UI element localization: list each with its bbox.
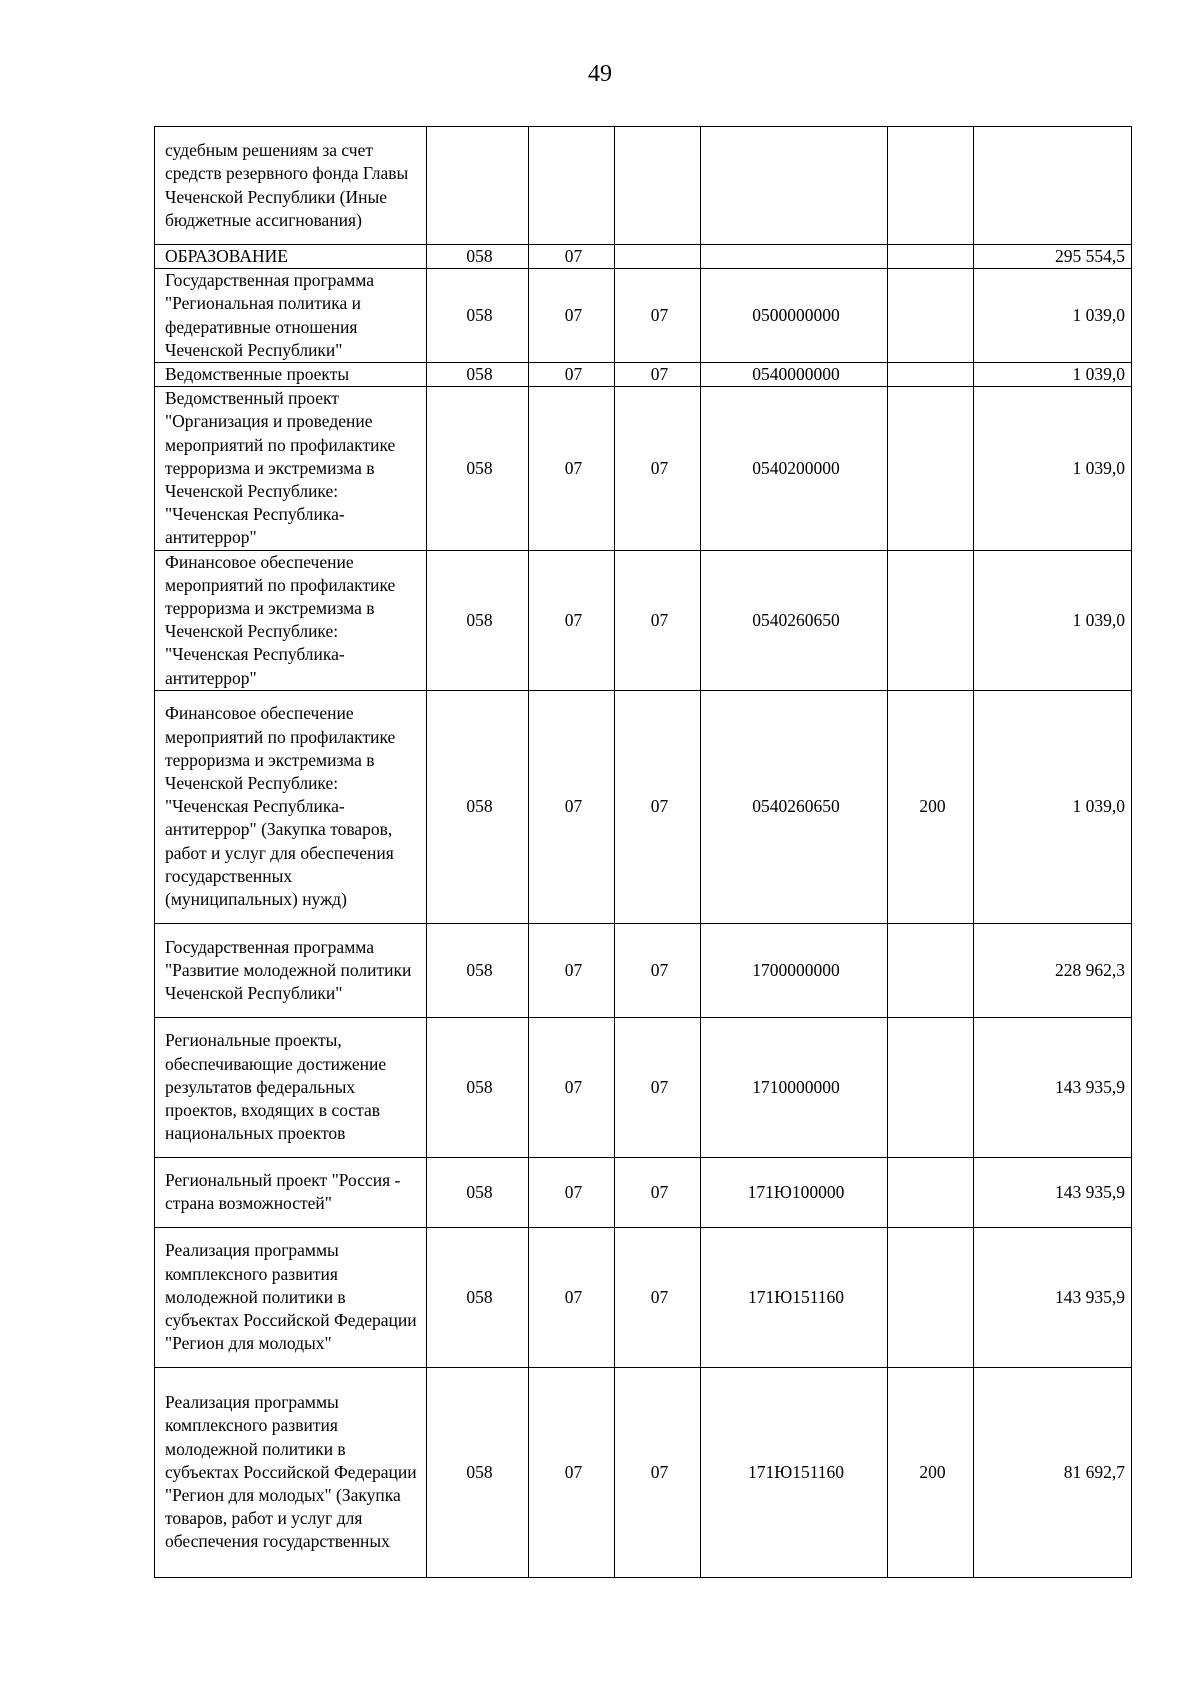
ministry-code-cell: 058 xyxy=(427,363,529,387)
table-row xyxy=(155,245,1132,269)
table-row xyxy=(155,1017,1132,1157)
subsection-code-cell: 07 xyxy=(615,1227,701,1367)
section-code-cell: 07 xyxy=(529,1367,615,1577)
target-article-cell xyxy=(701,127,888,245)
description-cell: Финансовое обеспечение мероприятий по профилактике терроризма и экстремизма в Чеченской Республике: "Чеченская Республика-антитеррор" xyxy=(155,550,427,690)
section-code-cell: 07 xyxy=(529,269,615,363)
description-cell: Финансовое обеспечение мероприятий по профилактике терроризма и экстремизма в Чеченской Республике: "Чеченская Республика-антитеррор" (Закупка товаров, работ и услуг для обеспечения государственных (муниципальных) нужд) xyxy=(155,690,427,923)
section-code-cell: 07 xyxy=(529,1157,615,1227)
section-code-cell: 07 xyxy=(529,387,615,550)
ministry-code-cell: 058 xyxy=(427,923,529,1017)
table-row xyxy=(155,1367,1132,1577)
expense-type-cell xyxy=(888,387,974,550)
subsection-code-cell xyxy=(615,127,701,245)
section-code-cell xyxy=(529,127,615,245)
description-cell: Государственная программа "Развитие молодежной политики Чеченской Республики" xyxy=(155,923,427,1017)
amount-cell: 143 935,9 xyxy=(974,1017,1132,1157)
budget-table xyxy=(154,126,1132,1578)
subsection-code-cell: 07 xyxy=(615,1017,701,1157)
expense-type-cell xyxy=(888,923,974,1017)
description-cell: Реализация программы комплексного развития молодежной политики в субъектах Российской Федерации "Регион для молодых" (Закупка товаров, работ и услуг для обеспечения государственных xyxy=(155,1367,427,1577)
ministry-code-cell: 058 xyxy=(427,269,529,363)
table-row xyxy=(155,1227,1132,1367)
amount-cell: 1 039,0 xyxy=(974,550,1132,690)
subsection-code-cell: 07 xyxy=(615,550,701,690)
section-code-cell: 07 xyxy=(529,923,615,1017)
description-cell: Реализация программы комплексного развития молодежной политики в субъектах Российской Федерации "Регион для молодых" xyxy=(155,1227,427,1367)
amount-cell: 1 039,0 xyxy=(974,363,1132,387)
amount-cell: 143 935,9 xyxy=(974,1227,1132,1367)
expense-type-cell xyxy=(888,1017,974,1157)
description-cell: ОБРАЗОВАНИЕ xyxy=(155,245,427,269)
table-row xyxy=(155,1157,1132,1227)
target-article-cell xyxy=(701,245,888,269)
subsection-code-cell: 07 xyxy=(615,363,701,387)
ministry-code-cell: 058 xyxy=(427,550,529,690)
subsection-code-cell: 07 xyxy=(615,387,701,550)
expense-type-cell xyxy=(888,269,974,363)
ministry-code-cell: 058 xyxy=(427,1017,529,1157)
target-article-cell: 0540200000 xyxy=(701,387,888,550)
expense-type-cell xyxy=(888,245,974,269)
amount-cell: 228 962,3 xyxy=(974,923,1132,1017)
subsection-code-cell: 07 xyxy=(615,1157,701,1227)
section-code-cell: 07 xyxy=(529,550,615,690)
target-article-cell: 171Ю151160 xyxy=(701,1227,888,1367)
target-article-cell: 0540260650 xyxy=(701,690,888,923)
description-cell: Ведомственные проекты xyxy=(155,363,427,387)
amount-cell: 1 039,0 xyxy=(974,690,1132,923)
table-row xyxy=(155,269,1132,363)
target-article-cell: 0500000000 xyxy=(701,269,888,363)
amount-cell: 295 554,5 xyxy=(974,245,1132,269)
target-article-cell: 171Ю100000 xyxy=(701,1157,888,1227)
target-article-cell: 0540260650 xyxy=(701,550,888,690)
ministry-code-cell: 058 xyxy=(427,1157,529,1227)
table-row xyxy=(155,127,1132,245)
subsection-code-cell: 07 xyxy=(615,269,701,363)
amount-cell: 1 039,0 xyxy=(974,269,1132,363)
amount-cell: 1 039,0 xyxy=(974,387,1132,550)
page-number: 49 xyxy=(588,61,612,87)
target-article-cell: 1700000000 xyxy=(701,923,888,1017)
table-row xyxy=(155,923,1132,1017)
table-row xyxy=(155,363,1132,387)
description-cell: Ведомственный проект "Организация и проведение мероприятий по профилактике терроризма и экстремизма в Чеченской Республике: "Чеченская Республика-антитеррор" xyxy=(155,387,427,550)
description-cell: Региональный проект "Россия - страна возможностей" xyxy=(155,1157,427,1227)
target-article-cell: 1710000000 xyxy=(701,1017,888,1157)
subsection-code-cell: 07 xyxy=(615,690,701,923)
amount-cell xyxy=(974,127,1132,245)
ministry-code-cell: 058 xyxy=(427,387,529,550)
table-row xyxy=(155,550,1132,690)
subsection-code-cell: 07 xyxy=(615,923,701,1017)
description-cell: Региональные проекты, обеспечивающие достижение результатов федеральных проектов, входящих в состав национальных проектов xyxy=(155,1017,427,1157)
amount-cell: 81 692,7 xyxy=(974,1367,1132,1577)
section-code-cell: 07 xyxy=(529,690,615,923)
ministry-code-cell xyxy=(427,127,529,245)
ministry-code-cell: 058 xyxy=(427,245,529,269)
subsection-code-cell: 07 xyxy=(615,1367,701,1577)
table-row xyxy=(155,387,1132,550)
budget-table-body xyxy=(155,127,1132,1578)
expense-type-cell xyxy=(888,363,974,387)
section-code-cell: 07 xyxy=(529,1227,615,1367)
expense-type-cell xyxy=(888,1227,974,1367)
section-code-cell: 07 xyxy=(529,363,615,387)
description-cell: судебным решениям за счет средств резервного фонда Главы Чеченской Республики (Иные бюджетные ассигнования) xyxy=(155,127,427,245)
ministry-code-cell: 058 xyxy=(427,690,529,923)
amount-cell: 143 935,9 xyxy=(974,1157,1132,1227)
expense-type-cell xyxy=(888,1157,974,1227)
section-code-cell: 07 xyxy=(529,245,615,269)
section-code-cell: 07 xyxy=(529,1017,615,1157)
description-cell: Государственная программа "Региональная политика и федеративные отношения Чеченской Республики" xyxy=(155,269,427,363)
expense-type-cell xyxy=(888,127,974,245)
ministry-code-cell: 058 xyxy=(427,1227,529,1367)
table-row xyxy=(155,690,1132,923)
target-article-cell: 171Ю151160 xyxy=(701,1367,888,1577)
expense-type-cell: 200 xyxy=(888,1367,974,1577)
expense-type-cell xyxy=(888,550,974,690)
subsection-code-cell xyxy=(615,245,701,269)
ministry-code-cell: 058 xyxy=(427,1367,529,1577)
expense-type-cell: 200 xyxy=(888,690,974,923)
target-article-cell: 0540000000 xyxy=(701,363,888,387)
